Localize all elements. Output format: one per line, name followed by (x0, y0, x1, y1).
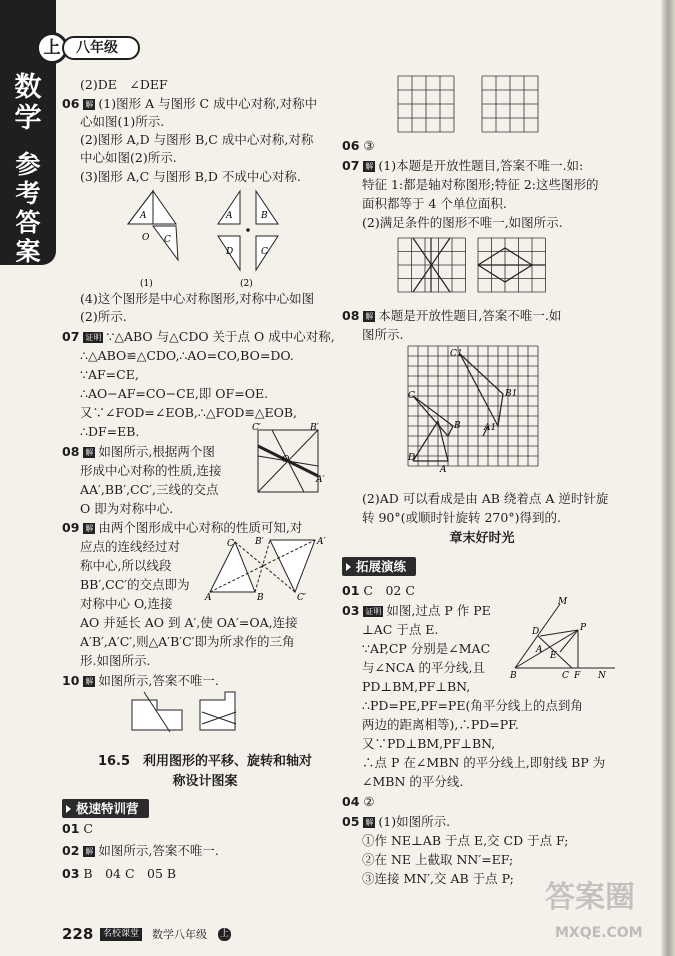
right-line (362, 640, 490, 657)
svg-text:A: A (205, 593, 212, 603)
right-line (362, 490, 608, 507)
right-line (362, 870, 514, 887)
svg-text:B: B (510, 671, 517, 681)
answer-text: A′B′,A′C′,则△A′B′C′即为所求作的三角 (80, 634, 295, 649)
svg-text:C′: C′ (297, 593, 306, 603)
footer-volume-badge: 上 (220, 929, 230, 939)
point-label: A (440, 465, 447, 475)
question-number: 05 (342, 814, 360, 829)
answer-text: 心如图(1)所示. (80, 114, 165, 129)
answer-text: 特征 1:都是轴对称图形;特征 2:这些图形的 (362, 177, 599, 192)
right-line (342, 602, 491, 619)
question-number: 03 (62, 866, 80, 881)
right-line (342, 157, 583, 174)
right-line (342, 582, 415, 599)
answer-text: O 即为对称中心. (80, 501, 174, 516)
answer-tag: 解 (365, 162, 374, 171)
answer-text: ③连接 MN′,交 AB 于点 P; (362, 871, 514, 886)
point-label: D (408, 453, 416, 463)
answer-text: 对称中心 O,连接 (80, 596, 173, 611)
question-number: 02 (62, 843, 80, 858)
svg-text:A: A (536, 645, 543, 655)
answer-text: ②在 NE 上截取 NN′=EF; (362, 852, 514, 867)
answer-text: ② (363, 794, 375, 809)
svg-text:C: C (562, 671, 569, 681)
question-number: 07 (62, 329, 80, 344)
grid-figures-q07 (398, 238, 558, 298)
point-label: B1 (505, 389, 518, 399)
answer-text: 两边的距离相等),∴PD=PF. (362, 717, 519, 732)
answer-text: 形.如图所示. (80, 653, 151, 668)
svg-text:O: O (282, 455, 290, 465)
answer-tag: 证明 (365, 607, 382, 616)
point-label: C1 (450, 349, 463, 359)
left-line (80, 404, 297, 421)
left-line (80, 113, 164, 130)
page-number: 228 (62, 925, 94, 943)
answer-text: 应点的连线经过对 (80, 539, 181, 554)
svg-text:A′: A′ (316, 475, 325, 485)
left-line (80, 538, 180, 555)
answer-text: ∴PD=PE,PF=PE(角平分线上的点到角 (362, 698, 583, 713)
answer-text: C (83, 821, 93, 836)
left-line (80, 576, 190, 593)
right-line (362, 176, 599, 193)
figure-q03-angle-bisector (510, 597, 620, 681)
answer-text: 如图所示,根据两个图 (98, 444, 215, 459)
figure-central-symmetry-1-2 (118, 186, 318, 291)
left-line (80, 347, 294, 364)
right-line (362, 195, 507, 212)
question-number: 08 (342, 308, 360, 323)
question-number: 03 (342, 603, 360, 618)
right-line (362, 659, 485, 676)
left-line (80, 290, 314, 307)
answer-text: BB′,CC′的交点即为 (80, 577, 190, 592)
answer-tag: 解 (365, 818, 374, 827)
answer-text: 本题是开放性题目,答案不唯一.如 (378, 308, 562, 323)
left-line (80, 633, 295, 650)
page-binding-edge (661, 0, 675, 956)
banner-speed-training: 极速特训营 (62, 799, 149, 818)
answer-text: ⊥AC 于点 E. (362, 622, 439, 637)
answer-text: 面积都等于 4 个单位面积. (362, 196, 507, 211)
answer-text: ③ (363, 138, 375, 153)
answer-text: ∴点 P 在∠MBN 的平分线上,即射线 BP 为 (362, 755, 606, 770)
svg-text:B: B (257, 593, 264, 603)
right-line (342, 793, 375, 810)
left-line (80, 366, 139, 383)
answer-text: (2)图形 A,D 与图形 B,C 成中心对称,对称 (80, 132, 314, 147)
left-line (62, 443, 215, 460)
answer-tag: 证明 (85, 333, 102, 342)
answer-text: ∴AO−AF=CO−CE,即 OF=OE. (80, 386, 269, 401)
answer-text: C 02 C (363, 583, 415, 598)
grade-label: 八年级 (62, 36, 140, 60)
answer-text: ①作 NE⊥AB 于点 E,交 CD 于点 F; (362, 833, 569, 848)
left-line (80, 149, 177, 166)
section-16-5-title-2: 称设计图案 (172, 774, 238, 789)
answer-text: ∴DF=EB. (80, 424, 140, 439)
question-number: 10 (62, 673, 80, 688)
right-line (362, 773, 463, 790)
left-line (62, 842, 219, 859)
answer-text: 又∵PD⊥BM,PF⊥BN, (362, 736, 496, 751)
svg-text:N: N (598, 671, 606, 681)
answer-text: (1)如图所示. (378, 814, 451, 829)
answer-text: 中心如图(2)所示. (80, 150, 177, 165)
answer-text: AO 并延长 AO 到 A′,使 OA′=OA,连接 (80, 615, 298, 630)
svg-text:D: D (532, 627, 540, 637)
svg-text:A: A (140, 211, 147, 221)
right-line (362, 621, 438, 638)
answer-text: 与∠NCA 的平分线,且 (362, 660, 485, 675)
answer-text: (2)AD 可以看成是由 AB 绕着点 A 逆时针旋 (362, 491, 609, 506)
answer-text: (4)这个图形是中心对称图形,对称中心如图 (80, 291, 315, 306)
right-line (362, 832, 569, 849)
left-line (80, 557, 171, 574)
left-line (80, 481, 219, 498)
answer-text: ∵AF=CE, (80, 367, 139, 382)
right-line (342, 813, 450, 830)
point-label: C (408, 391, 415, 401)
fig2-label: (2) (240, 279, 253, 289)
left-line (80, 385, 268, 402)
right-line (362, 678, 470, 695)
left-line (62, 95, 317, 112)
answer-tag: 解 (85, 100, 94, 109)
svg-text:B′: B′ (255, 537, 264, 547)
left-line (80, 652, 150, 669)
svg-text:C: C (261, 247, 268, 257)
answer-text: ∠MBN 的平分线. (362, 774, 464, 789)
answer-text: ∵△ABO 与△CDO 关于点 O 成中心对称, (106, 329, 335, 344)
chapter-end-title: 章末好时光 (449, 531, 515, 546)
right-line (362, 754, 605, 771)
svg-text:E: E (550, 651, 557, 661)
answer-text: PD⊥BM,PF⊥BN, (362, 679, 471, 694)
right-line (362, 509, 561, 526)
answer-text: (2)满足条件的图形不唯一,如图所示. (362, 215, 563, 230)
question-number: 06 (342, 138, 360, 153)
right-line (342, 307, 561, 324)
answer-text: 称中心,所以线段 (80, 558, 172, 573)
figure-q08-parallelogram (252, 423, 327, 496)
question-number: 01 (342, 583, 360, 598)
svg-text:D: D (226, 247, 234, 257)
right-line (362, 735, 495, 752)
answer-tag: 解 (85, 524, 94, 533)
left-line (80, 168, 301, 185)
answer-text: 如图所示,答案不唯一. (98, 843, 219, 858)
right-line (362, 716, 519, 733)
answer-text: B 04 C 05 B (83, 866, 177, 881)
figure-segment (460, 354, 503, 426)
answer-text: 图所示. (362, 327, 404, 342)
question-number: 09 (62, 520, 80, 535)
svg-text:C: C (227, 539, 234, 549)
answer-text: (2)所示. (80, 309, 127, 324)
answer-tag: 解 (85, 677, 94, 686)
left-line (80, 131, 313, 148)
figure-q10-shapes (130, 690, 240, 735)
answer-text: 如图,过点 P 作 PE (386, 603, 491, 618)
answer-text: (2)DE ∠DEF (80, 77, 168, 92)
left-line (80, 614, 298, 631)
svg-text:B′: B′ (310, 423, 319, 433)
left-line (62, 328, 335, 345)
footer-subject: 数学八年级 (152, 928, 207, 941)
right-line (362, 851, 513, 868)
left-line (80, 423, 139, 440)
svg-text:F: F (574, 671, 581, 681)
answer-tag: 解 (85, 847, 94, 856)
left-line (80, 595, 172, 612)
side-title-answers: 参考答案 (15, 150, 41, 266)
svg-text:P: P (580, 623, 587, 633)
answer-tag: 解 (365, 312, 374, 321)
svg-text:C: C (164, 235, 171, 245)
right-line (342, 137, 375, 154)
answer-text: 又∵∠FOD=∠EOB,∴△FOD≌△EOB, (80, 405, 298, 420)
answer-tag: 解 (85, 448, 94, 457)
grid-figure-q08 (408, 346, 543, 476)
answer-text: AA′,BB′,CC′,三线的交点 (80, 482, 219, 497)
fig1-label: (1) (140, 279, 153, 289)
left-line (62, 865, 176, 882)
left-line (80, 308, 127, 325)
figure-q09-triangles (205, 536, 325, 601)
point-label: B (454, 421, 461, 431)
question-number: 08 (62, 444, 80, 459)
right-line (362, 214, 563, 231)
left-line (62, 820, 93, 837)
answer-text: 如图所示,答案不唯一. (98, 673, 219, 688)
answer-text: (1)图形 A 与图形 C 成中心对称,对称中 (98, 96, 318, 111)
svg-text:M: M (558, 597, 568, 607)
question-number: 04 (342, 794, 360, 809)
answer-text: 形成中心对称的性质,连接 (80, 463, 222, 478)
left-line (62, 672, 219, 689)
watermark-logo: 答案圈 (545, 880, 635, 915)
section-16-5-title-1: 16.5 利用图形的平移、旋转和轴对 (97, 754, 313, 769)
left-line (80, 500, 173, 517)
answer-text: (3)图形 A,C 与图形 B,D 不成中心对称. (80, 169, 301, 184)
answer-text: 由两个图形成中心对称的性质可知,对 (98, 520, 303, 535)
left-line (80, 462, 221, 479)
grid-figures-top (398, 76, 558, 138)
side-title-subject: 数学 (14, 72, 42, 134)
watermark-url: MXQE.COM (555, 925, 643, 941)
series-logo: 名校课堂 (100, 928, 142, 941)
right-line (362, 697, 583, 714)
question-number: 06 (62, 96, 80, 111)
answer-text: 转 90°(或顺时针旋转 270°)得到的. (362, 510, 561, 525)
svg-text:B: B (261, 211, 268, 221)
question-number: 01 (62, 821, 80, 836)
left-line (80, 76, 168, 93)
volume-badge: 上 (36, 32, 68, 64)
question-number: 07 (342, 158, 360, 173)
right-line (362, 326, 403, 343)
svg-text:C′: C′ (252, 423, 261, 433)
left-line (62, 519, 302, 536)
banner-extension-practice: 拓展演练 (342, 557, 416, 576)
answer-text: ∵AP,CP 分别是∠MAC (362, 641, 491, 656)
svg-text:A′: A′ (317, 537, 326, 547)
point-label: A1 (484, 423, 497, 433)
svg-text:O: O (142, 233, 150, 243)
answer-text: ∴△ABO≌△CDO,∴AO=CO,BO=DO. (80, 348, 294, 363)
svg-text:A: A (226, 211, 233, 221)
answer-text: (1)本题是开放性题目,答案不唯一.如: (378, 158, 584, 173)
